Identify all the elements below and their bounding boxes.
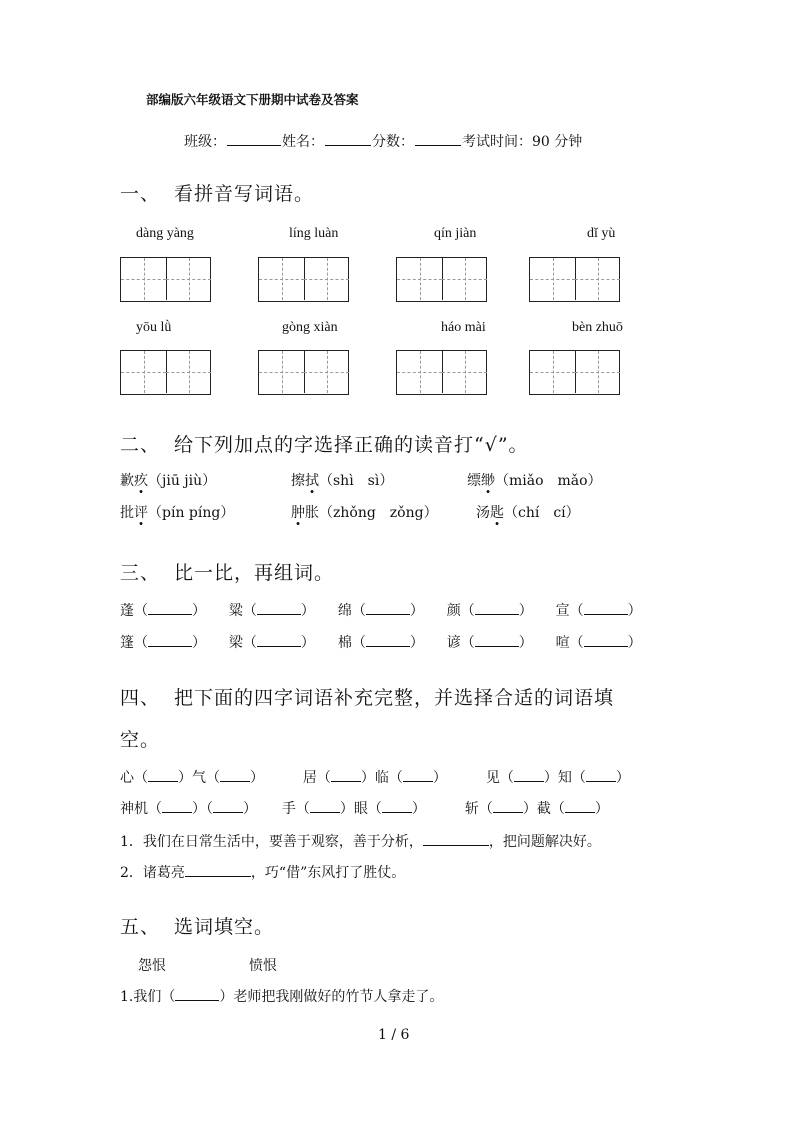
compare-item: 颜（ ） — [446, 603, 533, 619]
answer-blank[interactable] — [257, 602, 301, 615]
pinyin-4: dǐ yù — [587, 226, 616, 241]
writing-grid-3[interactable] — [396, 257, 487, 302]
char: 喧 — [555, 635, 570, 651]
item-char: 擦 — [291, 473, 305, 489]
answer-blank[interactable] — [475, 602, 519, 615]
char: 蓬 — [120, 603, 134, 619]
score-label: 分数： — [372, 134, 414, 150]
answer-blank[interactable] — [475, 634, 519, 647]
section-5-heading — [120, 912, 274, 939]
compare-item: 宣（ ） — [555, 603, 642, 619]
answer-blank[interactable] — [423, 833, 489, 846]
section-4-title-line1: 把下面的四字词语补充完整，并选择合适的词语填 — [174, 687, 615, 709]
writing-grid-5[interactable] — [120, 350, 211, 395]
pronunciation-item-6 — [476, 502, 580, 522]
char: 宣 — [555, 603, 570, 619]
question-text: ，把问题解决好。 — [488, 834, 601, 850]
section-5-title: 选词填空。 — [174, 916, 275, 938]
question-text: 2．诸葛亮 — [120, 865, 185, 881]
idiom-blank[interactable] — [565, 800, 595, 813]
pinyin-options[interactable]: （zhǒng zǒng） — [319, 505, 438, 521]
answer-blank[interactable] — [175, 988, 219, 1001]
writing-grid-4[interactable] — [529, 257, 620, 302]
char: 篷 — [120, 635, 134, 651]
section-4-heading — [120, 683, 614, 710]
class-blank[interactable] — [227, 133, 281, 146]
idiom-char: 截 — [536, 801, 551, 817]
item-char: 歉 — [120, 473, 134, 489]
item-char: 批 — [120, 505, 134, 521]
pronunciation-item-3 — [467, 470, 602, 490]
char: 颜 — [446, 603, 461, 619]
answer-blank[interactable] — [366, 634, 410, 647]
pinyin-2: líng luàn — [289, 226, 339, 241]
name-label: 姓名： — [282, 134, 324, 150]
answer-blank[interactable] — [185, 864, 251, 877]
answer-blank[interactable] — [148, 602, 192, 615]
pinyin-options[interactable]: （jiū jiù） — [148, 473, 217, 489]
item-char: 缥 — [467, 473, 481, 489]
student-info-line — [184, 131, 582, 151]
section-4-number: 四、 — [120, 687, 161, 709]
dotted-char: 匙 — [490, 505, 504, 521]
score-blank[interactable] — [415, 133, 461, 146]
idiom-char: 居 — [302, 770, 317, 786]
section-2-heading — [120, 430, 529, 457]
pinyin-options[interactable]: （shì sì） — [319, 473, 394, 489]
idiom-blank[interactable] — [213, 800, 243, 813]
dotted-char: 评 — [134, 505, 148, 521]
question-text: 1.我们（ — [120, 989, 176, 1005]
section-2-title: 给下列加点的字选择正确的读音打“√”。 — [174, 434, 529, 456]
writing-grid-6[interactable] — [258, 350, 349, 395]
pronunciation-item-1 — [120, 470, 216, 490]
char: 粱 — [228, 603, 243, 619]
select-question-1 — [120, 986, 443, 1006]
idiom-blank[interactable] — [310, 800, 340, 813]
section-4-title-line2: 空。 — [120, 729, 161, 751]
fill-question-2 — [120, 862, 405, 882]
section-3-heading — [120, 558, 334, 585]
idiom-char: 眼 — [353, 801, 368, 817]
idiom-char: 神机 — [120, 801, 148, 817]
section-3-number: 三、 — [120, 562, 161, 584]
compare-row-1 — [120, 600, 642, 620]
dotted-char: 疚 — [134, 473, 148, 489]
char: 棉 — [337, 635, 352, 651]
time-label: 考试时间：90 分钟 — [462, 134, 583, 150]
compare-item: 篷（ ） — [120, 635, 206, 651]
idiom-char: 临 — [374, 770, 389, 786]
compare-item: 棉（ ） — [337, 635, 424, 651]
section-5-number: 五、 — [120, 916, 161, 938]
idiom-blank[interactable] — [514, 769, 544, 782]
answer-blank[interactable] — [366, 602, 410, 615]
compare-item: 蓬（ ） — [120, 603, 206, 619]
idiom-char: 心 — [120, 770, 134, 786]
dotted-char: 缈 — [481, 473, 495, 489]
dotted-char: 肿 — [291, 505, 305, 521]
idiom-item: 心（ ）气（ ） — [120, 770, 264, 786]
word-choice-2: 愤恨 — [249, 958, 277, 974]
question-text: 1．我们在日常生活中，要善于观察，善于分析， — [120, 834, 423, 850]
word-choice-1: 怨恨 — [138, 958, 166, 974]
compare-item: 喧（ ） — [555, 635, 642, 651]
idiom-row-1 — [120, 767, 630, 787]
section-3-title: 比一比，再组词。 — [174, 562, 335, 584]
item-char: 汤 — [476, 505, 490, 521]
pinyin-7: háo mài — [441, 320, 486, 335]
idiom-char: 见 — [485, 770, 500, 786]
pinyin-1: dàng yàng — [136, 226, 194, 241]
idiom-char: 知 — [557, 770, 572, 786]
idiom-blank[interactable] — [403, 769, 433, 782]
class-label: 班级： — [184, 134, 226, 150]
question-text: ）老师把我刚做好的竹节人拿走了。 — [219, 989, 444, 1005]
idiom-blank[interactable] — [382, 800, 412, 813]
compare-item: 绵（ ） — [337, 603, 424, 619]
idiom-item: 居（ ）临（ ） — [302, 770, 447, 786]
section-1-heading — [120, 179, 314, 206]
section-1-number: 一、 — [120, 183, 161, 205]
idiom-char: 手 — [281, 801, 296, 817]
idiom-item: 神机（ ）（ ） — [120, 801, 257, 817]
pronunciation-item-5 — [291, 502, 438, 522]
answer-blank[interactable] — [584, 634, 628, 647]
page-number: 1 / 6 — [378, 1027, 410, 1043]
idiom-char: 斩 — [464, 801, 479, 817]
compare-item: 梁（ ） — [228, 635, 315, 651]
idiom-blank[interactable] — [220, 769, 250, 782]
char: 谚 — [446, 635, 461, 651]
writing-grid-7[interactable] — [396, 350, 487, 395]
pinyin-options[interactable]: （pín píng） — [148, 505, 235, 521]
question-text: ，巧“借”东风打了胜仗。 — [250, 865, 406, 881]
pinyin-3: qín jiàn — [434, 226, 477, 241]
idiom-blank[interactable] — [493, 800, 523, 813]
pinyin-options[interactable]: （miǎo mǎo） — [495, 473, 602, 489]
pronunciation-item-2 — [291, 470, 393, 490]
item-char: 胀 — [305, 505, 319, 521]
pinyin-options[interactable]: （chí cí） — [504, 505, 580, 521]
writing-grid-2[interactable] — [258, 257, 349, 302]
answer-blank[interactable] — [584, 602, 628, 615]
idiom-item: 斩（ ）截（ ） — [464, 801, 609, 817]
fill-question-1 — [120, 831, 601, 851]
writing-grid-1[interactable] — [120, 257, 211, 302]
name-blank[interactable] — [325, 133, 371, 146]
page-title: 部编版六年级语文下册期中试卷及答案 — [146, 92, 359, 107]
pinyin-6: gòng xiàn — [282, 320, 338, 335]
compare-item: 谚（ ） — [446, 635, 533, 651]
char: 梁 — [228, 635, 243, 651]
idiom-blank[interactable] — [331, 769, 361, 782]
idiom-blank[interactable] — [162, 800, 192, 813]
answer-blank[interactable] — [257, 634, 301, 647]
char: 绵 — [337, 603, 352, 619]
section-2-number: 二、 — [120, 434, 161, 456]
section-1-title: 看拼音写词语。 — [174, 183, 315, 205]
idiom-item: 手（ ）眼（ ） — [281, 801, 426, 817]
pinyin-5: yōu lǜ — [136, 320, 172, 335]
compare-item: 粱（ ） — [228, 603, 315, 619]
idiom-row-2 — [120, 798, 609, 818]
pronunciation-item-4 — [120, 502, 234, 522]
idiom-item: 见（ ）知（ ） — [485, 770, 630, 786]
pinyin-8: bèn zhuō — [572, 320, 623, 335]
idiom-blank[interactable] — [586, 769, 616, 782]
writing-grid-8[interactable] — [529, 350, 620, 395]
dotted-char: 拭 — [305, 473, 319, 489]
idiom-blank[interactable] — [148, 769, 178, 782]
answer-blank[interactable] — [148, 634, 192, 647]
compare-row-2 — [120, 632, 642, 652]
idiom-char: 气 — [192, 770, 206, 786]
